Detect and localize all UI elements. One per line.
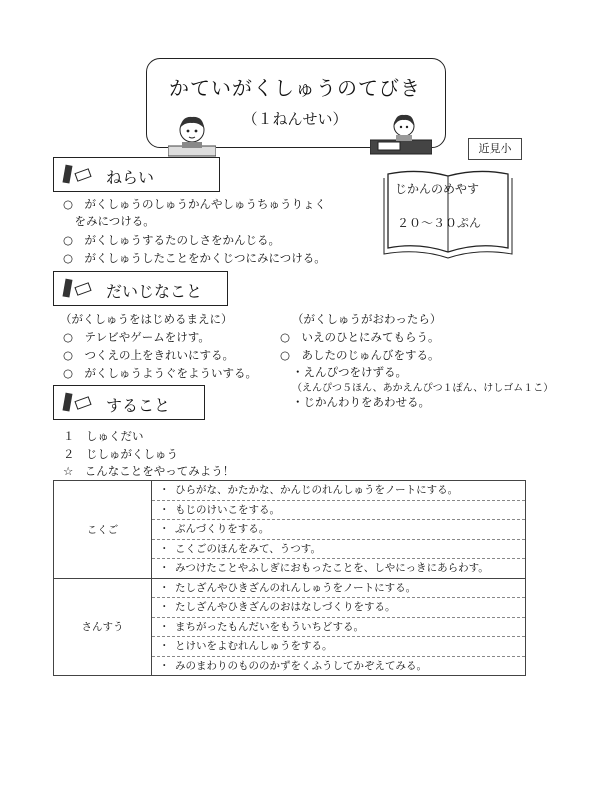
section-aim-header: [53, 157, 220, 192]
aim-line-4: ○ がくしゅうしたことをかくじつにみにつける。: [63, 251, 326, 265]
after-sub-item-2: ・じかんわりをあわせる。: [292, 395, 430, 409]
list-item: ・ まちがったもんだいをもういちどする。: [152, 618, 525, 638]
activity-list: [152, 481, 526, 579]
subject-cell: こくご: [54, 481, 152, 579]
list-item: ・ みつけたことやふしぎにおもったことを、しやにっきにあらわす。: [159, 562, 489, 574]
after-item-2: ○ あしたのじゅんびをする。: [280, 348, 440, 362]
pencil-eraser-icon: [60, 391, 94, 415]
after-study-title: （がくしゅうがおわったら）: [292, 312, 442, 326]
aim-line-1: ○ がくしゅうのしゅうかんやしゅうちゅうりょく: [63, 197, 327, 211]
list-item: ・ こくごのほんをみて、うつす。: [152, 540, 525, 560]
school-name-box: 近見小: [468, 138, 522, 160]
pencil-eraser-icon: [60, 163, 94, 187]
after-sub-item-1-note: （えんぴつ５ほん、あかえんぴつ１ぽん、けしゴム１こ）: [292, 383, 554, 394]
book-time-value: ２０〜３０ぷん: [397, 216, 482, 230]
girl-studying-icon: [370, 112, 432, 156]
boy-studying-icon: [168, 112, 216, 158]
section-todo-title: すること: [106, 396, 171, 415]
before-study-title: （がくしゅうをはじめるまえに）: [60, 312, 233, 326]
page-title: かていがくしゅうのてびき: [169, 76, 421, 100]
before-item-1: ○ テレビやゲームをけす。: [63, 330, 210, 344]
list-item: ・ もじのけいこをする。: [152, 501, 525, 521]
todo-item-1: １ しゅくだい: [63, 429, 144, 443]
aim-line-3: ○ がくしゅうするたのしさをかんじる。: [63, 233, 281, 247]
todo-item-2: ２ じしゅがくしゅう: [63, 447, 178, 461]
todo-item-3: ☆ こんなことをやってみよう！: [63, 464, 235, 478]
section-important-header: [53, 271, 228, 306]
list-item: ・ みのまわりのもののかずをくふうしてかぞえてみる。: [159, 659, 427, 672]
activities-table: [53, 480, 526, 676]
after-sub-item-1: ・えんぴつをけずる。: [292, 365, 407, 379]
section-aim-title: ねらい: [106, 168, 155, 187]
page-subtitle: （１ねんせい）: [242, 110, 348, 128]
before-item-2: ○ つくえの上をきれいにする。: [63, 348, 235, 362]
section-todo-header: [53, 385, 205, 420]
list-item: ・ ぶんづくりをする。: [152, 520, 525, 540]
activity-list: [152, 578, 526, 676]
list-item: ・ たしざんやひきざんのおはなしづくりをする。: [152, 598, 525, 618]
table-row: [54, 578, 526, 676]
list-item: ・ たしざんやひきざんのれんしゅうをノートにする。: [152, 579, 525, 599]
before-item-3: ○ がくしゅうようぐをよういする。: [63, 366, 258, 380]
section-important-title: だいじなこと: [106, 282, 203, 301]
subject-cell: さんすう: [54, 578, 152, 676]
aim-line-2: をみにつける。: [63, 214, 155, 228]
list-item: ・ とけいをよむれんしゅうをする。: [152, 637, 525, 657]
list-item: ・ ひらがな、かたかな、かんじのれんしゅうをノートにする。: [152, 481, 525, 501]
table-row: [54, 481, 526, 579]
pencil-eraser-icon: [60, 277, 94, 301]
book-time-label: じかんのめやす: [395, 182, 480, 196]
after-item-1: ○ いえのひとにみてもらう。: [280, 330, 440, 344]
